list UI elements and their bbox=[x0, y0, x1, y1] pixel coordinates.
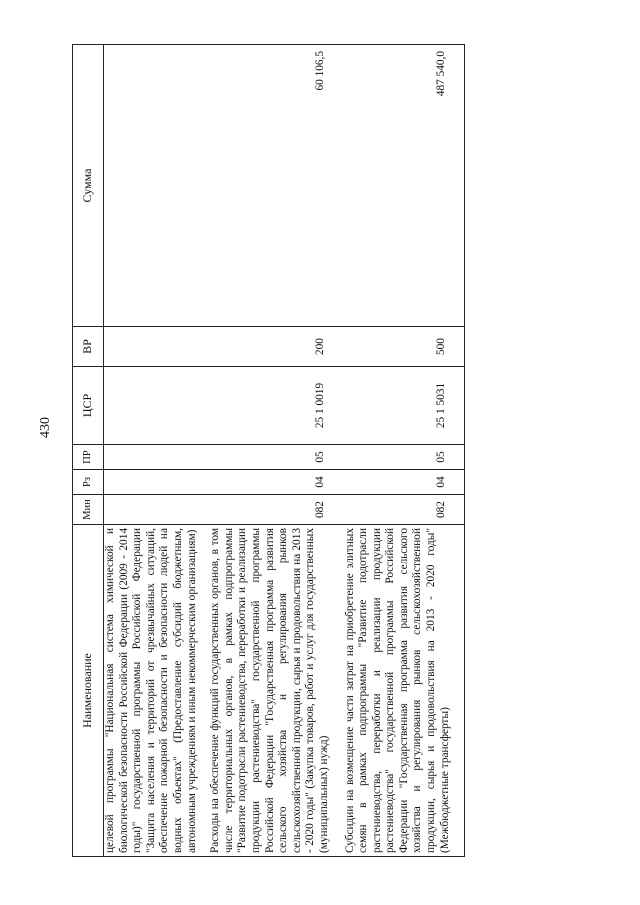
row-name: целевой программы "Национальная система химической и биологической безопасности Российской Федерации (2009 - 2014 годы)" государственной программы Российской Федерации "Защита населения и территорий от чрезвычайных ситуаций, обеспечение пожарной безопасности и безопасности людей на водных объектах" (Предоставление субсидий бюджетным, автономным учреждениям и иным некоммерческим организациям) bbox=[104, 525, 210, 857]
header-name: Наименование bbox=[73, 525, 104, 857]
row-rz: 04 bbox=[344, 470, 465, 495]
row-sum: 487 540,0 bbox=[344, 45, 465, 327]
row-csr bbox=[104, 367, 210, 445]
table-header-row bbox=[73, 45, 104, 857]
row-sum: 60 106,5 bbox=[209, 45, 343, 327]
row-name: Субсидии на возмещение части затрат на приобретение элитных семян в рамках подпрограммы "Развитие подотрасли растениеводства, переработки и реализации продукции растениеводства" государственной программы Российской Федерации "Государственная программа развития сельского хозяйства и регулирования рынков сельскохозяйственной продукции, сырья и продовольствия на 2013 - 2020 годы" (Межбюджетные трансферты) bbox=[344, 525, 465, 857]
budget-table-rotated bbox=[72, 45, 562, 857]
table-row bbox=[344, 45, 465, 857]
row-pr bbox=[104, 445, 210, 470]
header-pr: ПР bbox=[73, 445, 104, 470]
header-rz: Рз bbox=[73, 470, 104, 495]
row-vr: 500 bbox=[344, 327, 465, 367]
row-vr: 200 bbox=[209, 327, 343, 367]
header-csr: ЦСР bbox=[73, 367, 104, 445]
row-sum bbox=[104, 45, 210, 327]
row-rz: 04 bbox=[209, 470, 343, 495]
row-csr: 25 1 0019 bbox=[209, 367, 343, 445]
row-min bbox=[104, 495, 210, 525]
row-min: 082 bbox=[344, 495, 465, 525]
row-pr: 05 bbox=[344, 445, 465, 470]
table-row bbox=[104, 45, 210, 857]
header-vr: ВР bbox=[73, 327, 104, 367]
header-min: Мин bbox=[73, 495, 104, 525]
table-row bbox=[209, 45, 343, 857]
row-vr bbox=[104, 327, 210, 367]
row-min: 082 bbox=[209, 495, 343, 525]
budget-table bbox=[72, 44, 465, 857]
header-sum: Сумма bbox=[73, 45, 104, 327]
row-rz bbox=[104, 470, 210, 495]
row-name: Расходы на обеспечение функций государственных органов, в том числе территориальных органов, в рамках подпрограммы "Развитие подотрасли растениеводства, переработки и реализации продукции растениеводства" государственной программы Российской Федерации "Государственная программа развития сельского хозяйства и регулирования рынков сельскохозяйственной продукции, сырья и продовольствия на 2013 - 2020 годы" (Закупка товаров, работ и услуг для государственных (муниципальных) нужд) bbox=[209, 525, 343, 857]
row-pr: 05 bbox=[209, 445, 343, 470]
page-number: 430 bbox=[38, 417, 53, 438]
row-csr: 25 1 5031 bbox=[344, 367, 465, 445]
